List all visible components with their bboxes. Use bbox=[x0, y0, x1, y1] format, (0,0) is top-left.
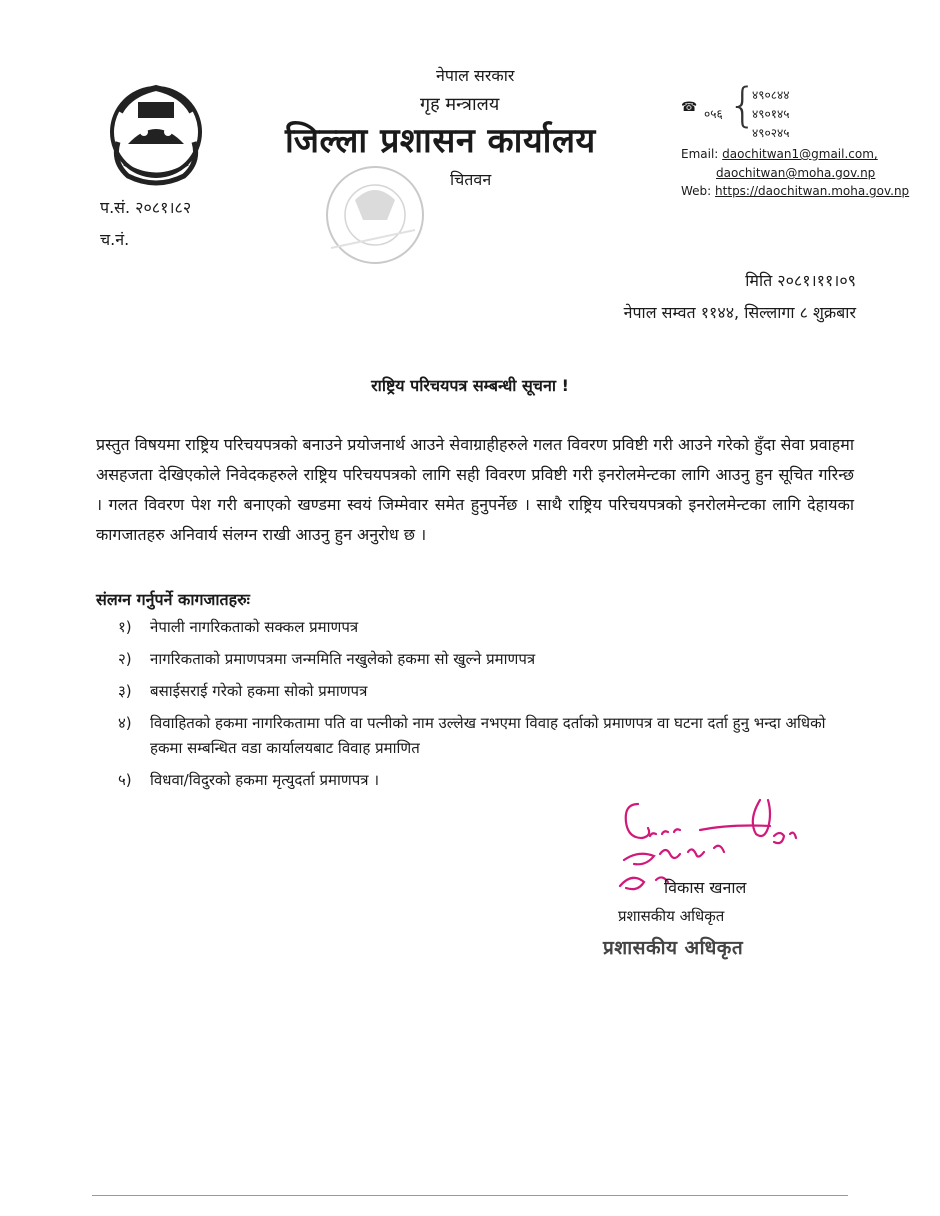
web-line bbox=[681, 184, 909, 198]
ministry-name: गृह मन्त्रालय bbox=[420, 94, 500, 115]
designation-stamp: प्रशासकीय अधिकृत bbox=[603, 937, 744, 959]
telephone-icon: ☎ bbox=[681, 100, 698, 115]
signatory-name: विकास खनाल bbox=[664, 878, 747, 897]
email-label: Email: bbox=[681, 147, 719, 161]
phone-number: ४९०१४५ bbox=[752, 107, 790, 121]
email-line-2 bbox=[716, 166, 875, 180]
list-item: ५) विधवा/विदुरको हकमा मृत्युदर्ता प्रमाणपत्र । bbox=[118, 771, 380, 789]
email-link-2[interactable]: daochitwan@moha.gov.np bbox=[716, 166, 876, 180]
dispatch-number: च.नं. bbox=[100, 230, 130, 249]
notice-body: प्रस्तुत विषयमा राष्ट्रिय परिचयपत्रको बनाउने प्रयोजनार्थ आउने सेवाग्राहीहरुले गलत विवरण प्रविष्टी गरी आउने गरेको हुँदा सेवा प्रवाहमा असहजता देखिएकोले निवेदकहरुले राष्ट्रिय परिचयपत्रको लागि सही विवरण प्रविष्टी गरी इनरोलमेन्टका लागि आउनु हुन सूचित गरिन्छ । गलत विवरण पेश गरी बनाएको खण्डमा स्वयं जिम्मेवार समेत हुनुपर्नेछ । साथै राष्ट्रिय परिचयपत्रको इनरोलमेन्टका लागि देहायका कागजातहरु अनिवार्य संलग्न राखी आउनु हुन अनुरोध छ । bbox=[96, 435, 854, 544]
attachments-heading: संलग्न गर्नुपर्ने कागजातहरुः bbox=[96, 590, 250, 609]
web-label: Web: bbox=[681, 184, 712, 198]
phone-number: ४९०८४४ bbox=[752, 88, 790, 102]
phone-area-code: ०५६ bbox=[704, 107, 723, 121]
date-bs: मिति २०८१।११।०९ bbox=[745, 271, 856, 290]
letter-reference-number: प.सं. २०८१।८२ bbox=[100, 198, 192, 217]
list-item: २) नागरिकताको प्रमाणपत्रमा जन्ममिति नखुलेको हकमा सो खुल्ने प्रमाणपत्र bbox=[118, 650, 536, 668]
attachments-list bbox=[118, 615, 858, 800]
date-block bbox=[624, 265, 856, 329]
phone-numbers bbox=[752, 86, 789, 143]
district-name: चितवन bbox=[450, 170, 492, 189]
list-item: ४) विवाहितको हकमा नागरिकतामा पति वा पत्नीको नाम उल्लेख नभएमा विवाह दर्ताको प्रमाणपत्र वा घटना दर्ता हुनु भन्दा अधिको हकमा सम्बन्धित वडा कार्यालयबाट विवाह प्रमाणित bbox=[118, 714, 826, 757]
list-item: ३) बसाईसराई गरेको हकमा सोको प्रमाणपत्र bbox=[118, 682, 368, 700]
list-item: १) नेपाली नागरिकताको सक्कल प्रमाणपत्र bbox=[118, 618, 359, 636]
email-line-1 bbox=[681, 147, 878, 161]
page-bottom-divider bbox=[92, 1195, 848, 1196]
nepal-government-emblem bbox=[98, 72, 214, 194]
office-stamp-faded bbox=[295, 160, 440, 270]
notice-subject: राष्ट्रिय परिचयपत्र सम्बन्धी सूचना ! bbox=[371, 376, 569, 395]
government-name: नेपाल सरकार bbox=[436, 66, 515, 85]
email-link-1[interactable]: daochitwan1@gmail.com, bbox=[722, 147, 878, 161]
phone-brace-icon: { bbox=[728, 78, 758, 132]
office-name: जिल्ला प्रशासन कार्यालय bbox=[285, 121, 596, 161]
signatory-designation: प्रशासकीय अधिकृत bbox=[618, 907, 725, 925]
phone-number: ४९०२४५ bbox=[752, 126, 790, 140]
web-link[interactable]: https://daochitwan.moha.gov.np bbox=[715, 184, 910, 198]
date-nepal-sambat: नेपाल सम्वत ११४४, सिल्लागा ८ शुक्रबार bbox=[623, 303, 856, 322]
